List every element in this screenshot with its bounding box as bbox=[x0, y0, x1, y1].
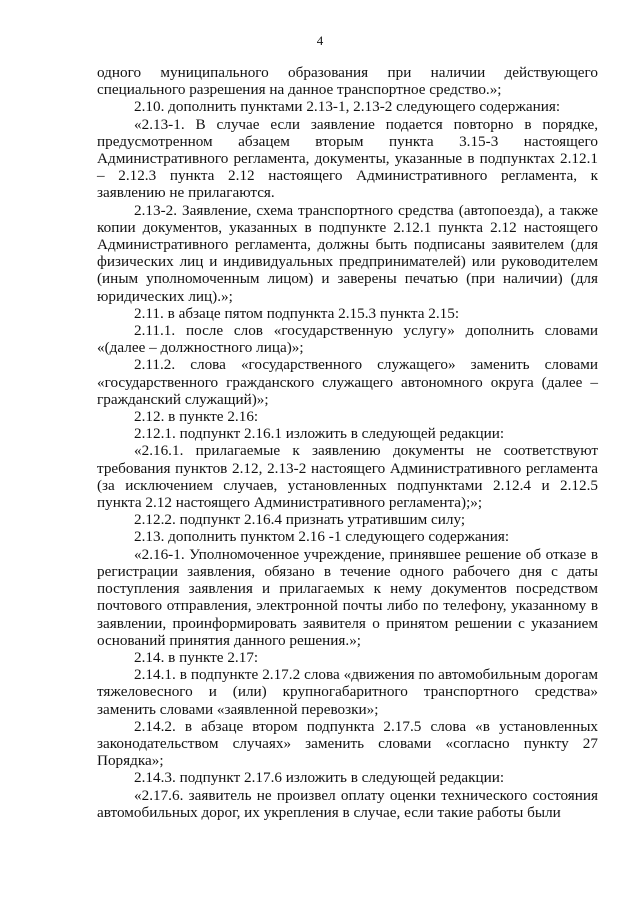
page-number: 4 bbox=[316, 33, 324, 48]
document-body bbox=[97, 64, 598, 821]
paragraph: 2.14.3. подпункт 2.17.6 изложить в следующей редакции: bbox=[134, 769, 505, 787]
paragraph: 2.14.2. в абзаце втором подпункта 2.17.5 слова «в установленных законодательством случаях» заменить словами «согласно пункту 27 Порядка»; bbox=[97, 717, 598, 770]
paragraph: 2.12. в пункте 2.16: bbox=[134, 408, 259, 426]
paragraph: 2.12.1. подпункт 2.16.1 изложить в следующей редакции: bbox=[134, 425, 505, 443]
paragraph: 2.10. дополнить пунктами 2.13-1, 2.13-2 следующего содержания: bbox=[134, 98, 561, 116]
paragraph: «2.16.1. прилагаемые к заявлению документы не соответствуют требования пунктов 2.12, 2.13-2 настоящего Административного регламента (за исключением случаев, установленных подпунктами 2.12.4 и 2.12.5 пункта 2.12 настоящего Административного регламента);»; bbox=[97, 442, 598, 512]
paragraph: «2.16-1. Уполномоченное учреждение, принявшее решение об отказе в регистрации заявления, обязано в течение одного рабочего дня с даты поступления заявления и прилагаемых к нему документов посредством почтового отправления, электронной почты либо по телефону, указанному в заявлении, проинформировать заявителя о принятом решении с указанием оснований принятия данного решения.»; bbox=[97, 545, 598, 649]
paragraph: одного муниципального образования при наличии действующего специального разрешения на данное транспортное средство.»; bbox=[97, 64, 598, 99]
paragraph: 2.13-2. Заявление, схема транспортного средства (автопоезда), а также копии документов, указанных в подпункте 2.12.1 пункта 2.12 настоящего Административного регламента, должны быть подписаны заявителем (для физических лиц и индивидуальных предпринимателей) или руководителем (иным уполномоченным лицом) и заверены печатью (при наличии) (для юридических лиц).»; bbox=[97, 201, 598, 305]
paragraph: 2.12.2. подпункт 2.16.4 признать утратившим силу; bbox=[134, 511, 466, 529]
paragraph: 2.13. дополнить пунктом 2.16 -1 следующего содержания: bbox=[134, 528, 510, 546]
paragraph: 2.11.2. слова «государственного служащего» заменить словами «государственного гражданского служащего автономного округа (далее – гражданский служащий)»; bbox=[97, 356, 598, 408]
paragraph: 2.11. в абзаце пятом подпункта 2.15.3 пункта 2.15: bbox=[134, 304, 460, 322]
paragraph: 2.14.1. в подпункте 2.17.2 слова «движения по автомобильным дорогам тяжеловесного и (или) крупногабаритного транспортного средства» заменить словами «заявленной перевозки»; bbox=[97, 666, 598, 718]
paragraph: «2.13-1. В случае если заявление подается повторно в порядке, предусмотренном абзацем вторым пункта 3.15-3 настоящего Административного регламента, документы, указанные в подпунктах 2.12.1 – 2.12.3 пункта 2.12 настоящего Административного регламента, к заявлению не прилагаются. bbox=[97, 115, 598, 202]
paragraph: 2.14. в пункте 2.17: bbox=[134, 648, 259, 666]
paragraph: 2.11.1. после слов «государственную услугу» дополнить словами «(далее – должностного лица)»; bbox=[97, 322, 598, 357]
paragraph: «2.17.6. заявитель не произвел оплату оценки технического состояния автомобильных дорог, их укрепления в случае, если такие работы были bbox=[97, 786, 598, 821]
